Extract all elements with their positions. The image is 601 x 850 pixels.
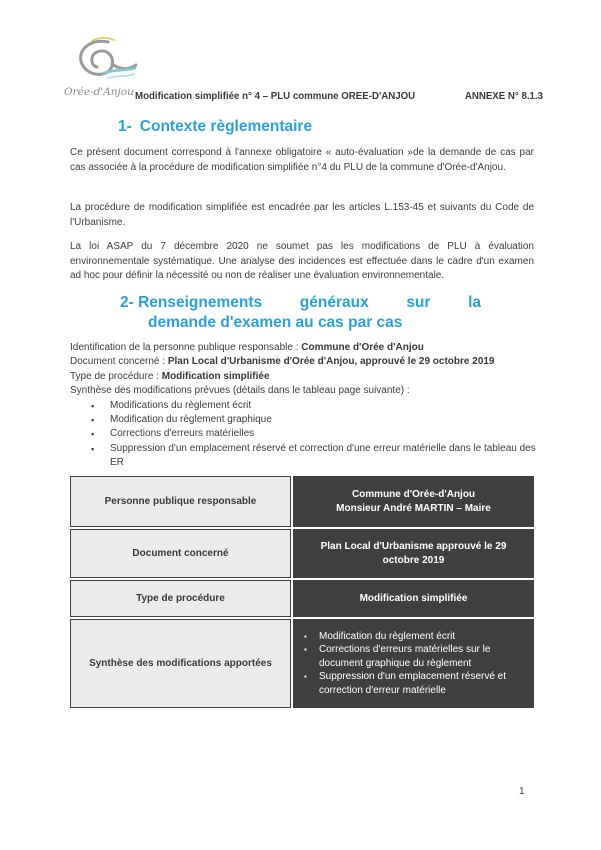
ident-line-responsable: [70, 341, 534, 355]
list-item: ▪ Modification du règlement graphique: [90, 413, 536, 427]
list-item: ▪ Suppression d'un emplacement réservé et correction d'erreur matérielle: [304, 670, 523, 697]
section-2-heading-line2: demande d'examen au cas par cas: [148, 314, 403, 331]
page-number: 1: [519, 786, 525, 797]
section-1-title: Contexte règlementaire: [139, 118, 313, 135]
header-annex: ANNEXE N° 8.1.3: [464, 91, 543, 102]
list-item: ▪ Corrections d'erreurs matérielles sur le document graphique du règlement: [304, 643, 523, 670]
section-1-heading: [118, 118, 312, 136]
row-value-personne-publique: [293, 476, 534, 527]
synthese-list: [304, 630, 523, 698]
table-row: [70, 476, 534, 527]
logo-script-text: Orée-d'Anjou: [64, 86, 134, 98]
summary-table: [68, 474, 536, 710]
row-label-type-procedure: Type de procédure: [70, 580, 291, 617]
row-value-synthese: [293, 619, 534, 708]
logo-swirl: [81, 41, 113, 74]
paragraph-procedure: La procédure de modification simplifiée est encadrée par les articles L.153-45 et suivants du Code de l'Urbanisme.: [70, 202, 534, 228]
identification-block: [70, 341, 534, 399]
ident-label: Type de procédure :: [70, 370, 162, 382]
page-header: [135, 91, 543, 102]
value-line: Commune d'Orée-d'Anjou: [351, 489, 476, 500]
list-item: ▪ Suppression d'un emplacement réservé et correction d'une erreur matérielle dans le tableau des ER: [90, 442, 536, 470]
ident-line-synthese: [70, 384, 534, 398]
table-row: [70, 619, 534, 708]
ident-label: Identification de la personne publique responsable :: [70, 342, 302, 353]
oree-danjou-logo: [62, 33, 146, 101]
ident-value: Modification simplifiée: [161, 370, 270, 382]
section-2-heading: [120, 294, 481, 332]
section-2-heading-word: généraux: [299, 294, 369, 311]
section-1-number: 1-: [118, 118, 132, 135]
row-label-personne-publique: Personne publique responsable: [70, 476, 291, 527]
section-2-heading-word: 2- Renseignements: [120, 294, 263, 311]
ident-label: Synthèse des modifications prévues (détails dans le tableau page suivante) :: [70, 385, 410, 397]
header-title: Modification simplifiée n° 4 – PLU commune OREE-D'ANJOU: [135, 91, 416, 102]
logo-wave-blue: [108, 74, 134, 78]
ident-label: Document concerné :: [70, 356, 168, 368]
list-item: ▪ Modification du règlement écrit: [304, 630, 523, 644]
paragraph-auto-evaluation: Ce présent document correspond à l'annexe obligatoire « auto-évaluation »de la demande de cas par cas associée à la procédure de modification simplifiée n°4 du PLU de la commune d'Orée-d'Anjou.: [70, 147, 534, 173]
section-2-heading-line1: [120, 294, 481, 312]
table-row: [70, 529, 534, 578]
ident-value: Commune d'Orée d'Anjou: [301, 342, 424, 353]
row-value-document-concerne: Plan Local d'Urbanisme approuvé le 29 octobre 2019: [293, 529, 534, 578]
section-2-heading-word: sur: [406, 294, 431, 311]
row-value-type-procedure: Modification simplifiée: [293, 580, 534, 617]
ident-line-document: [70, 355, 534, 369]
modifications-list: [90, 399, 536, 470]
list-item: ▪ Corrections d'erreurs matérielles: [90, 427, 536, 441]
section-2-heading-word: la: [468, 294, 481, 311]
row-label-synthese: Synthèse des modifications apportées: [70, 619, 291, 708]
paragraph-loi-asap: La loi ASAP du 7 décembre 2020 ne soumet pas les modifications de PLU à évaluation environnementale systématique. Une analyse des incidences est effectuée dans le cadre d'un examen ad hoc pour définir la nécessité ou non de réaliser une évaluation environnementale.: [70, 241, 534, 281]
list-item: ▪ Modifications du règlement écrit: [90, 399, 536, 413]
row-label-document-concerne: Document concerné: [70, 529, 291, 578]
table-row: [70, 580, 534, 617]
ident-value: Plan Local d'Urbanisme d'Orée d'Anjou, approuvé le 29 octobre 2019: [167, 356, 495, 368]
value-line: Monsieur André MARTIN – Maire: [336, 502, 491, 514]
ident-line-procedure: [70, 370, 534, 384]
